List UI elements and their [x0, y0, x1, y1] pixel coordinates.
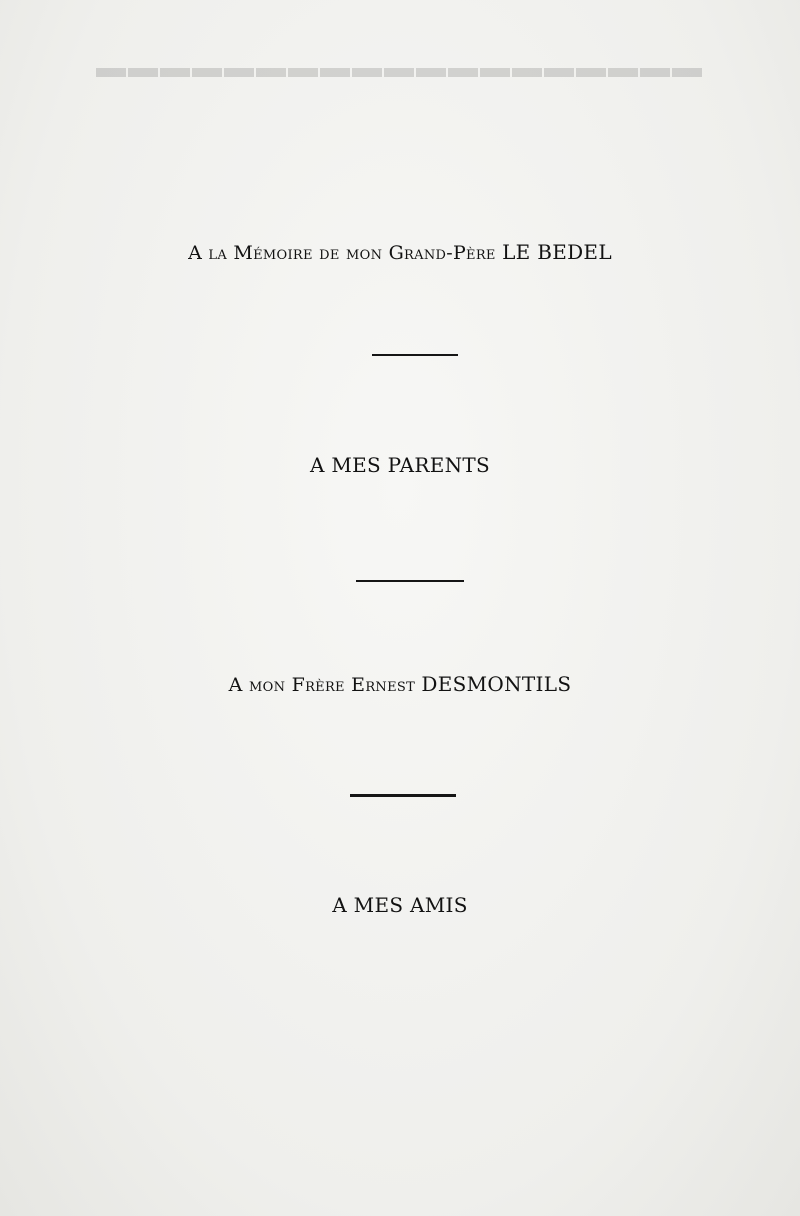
dedication-grandfather — [0, 240, 800, 264]
dedication-brother — [0, 672, 800, 696]
dedication-parents-lead: A MES PARENTS — [309, 453, 491, 477]
divider-rule-2 — [356, 580, 464, 582]
bleed-through-title: ▬▬▬▬▬▬▬▬▬▬▬▬▬▬▬▬▬▬▬ — [96, 61, 704, 94]
divider-rule-1 — [372, 354, 458, 356]
dedication-friends-lead: A MES AMIS — [332, 893, 468, 917]
dedication-parents — [0, 453, 800, 477]
dedication-brother-lead: A mon Frère Ernest — [228, 674, 416, 696]
dedication-grandfather-lead: A la Mémoire de mon Grand-Père — [188, 242, 496, 264]
divider-rule-3 — [350, 794, 456, 797]
dedication-grandfather-name: LE BEDEL — [502, 240, 612, 264]
dedication-friends — [0, 893, 800, 917]
dedication-brother-name: DESMONTILS — [421, 672, 572, 696]
